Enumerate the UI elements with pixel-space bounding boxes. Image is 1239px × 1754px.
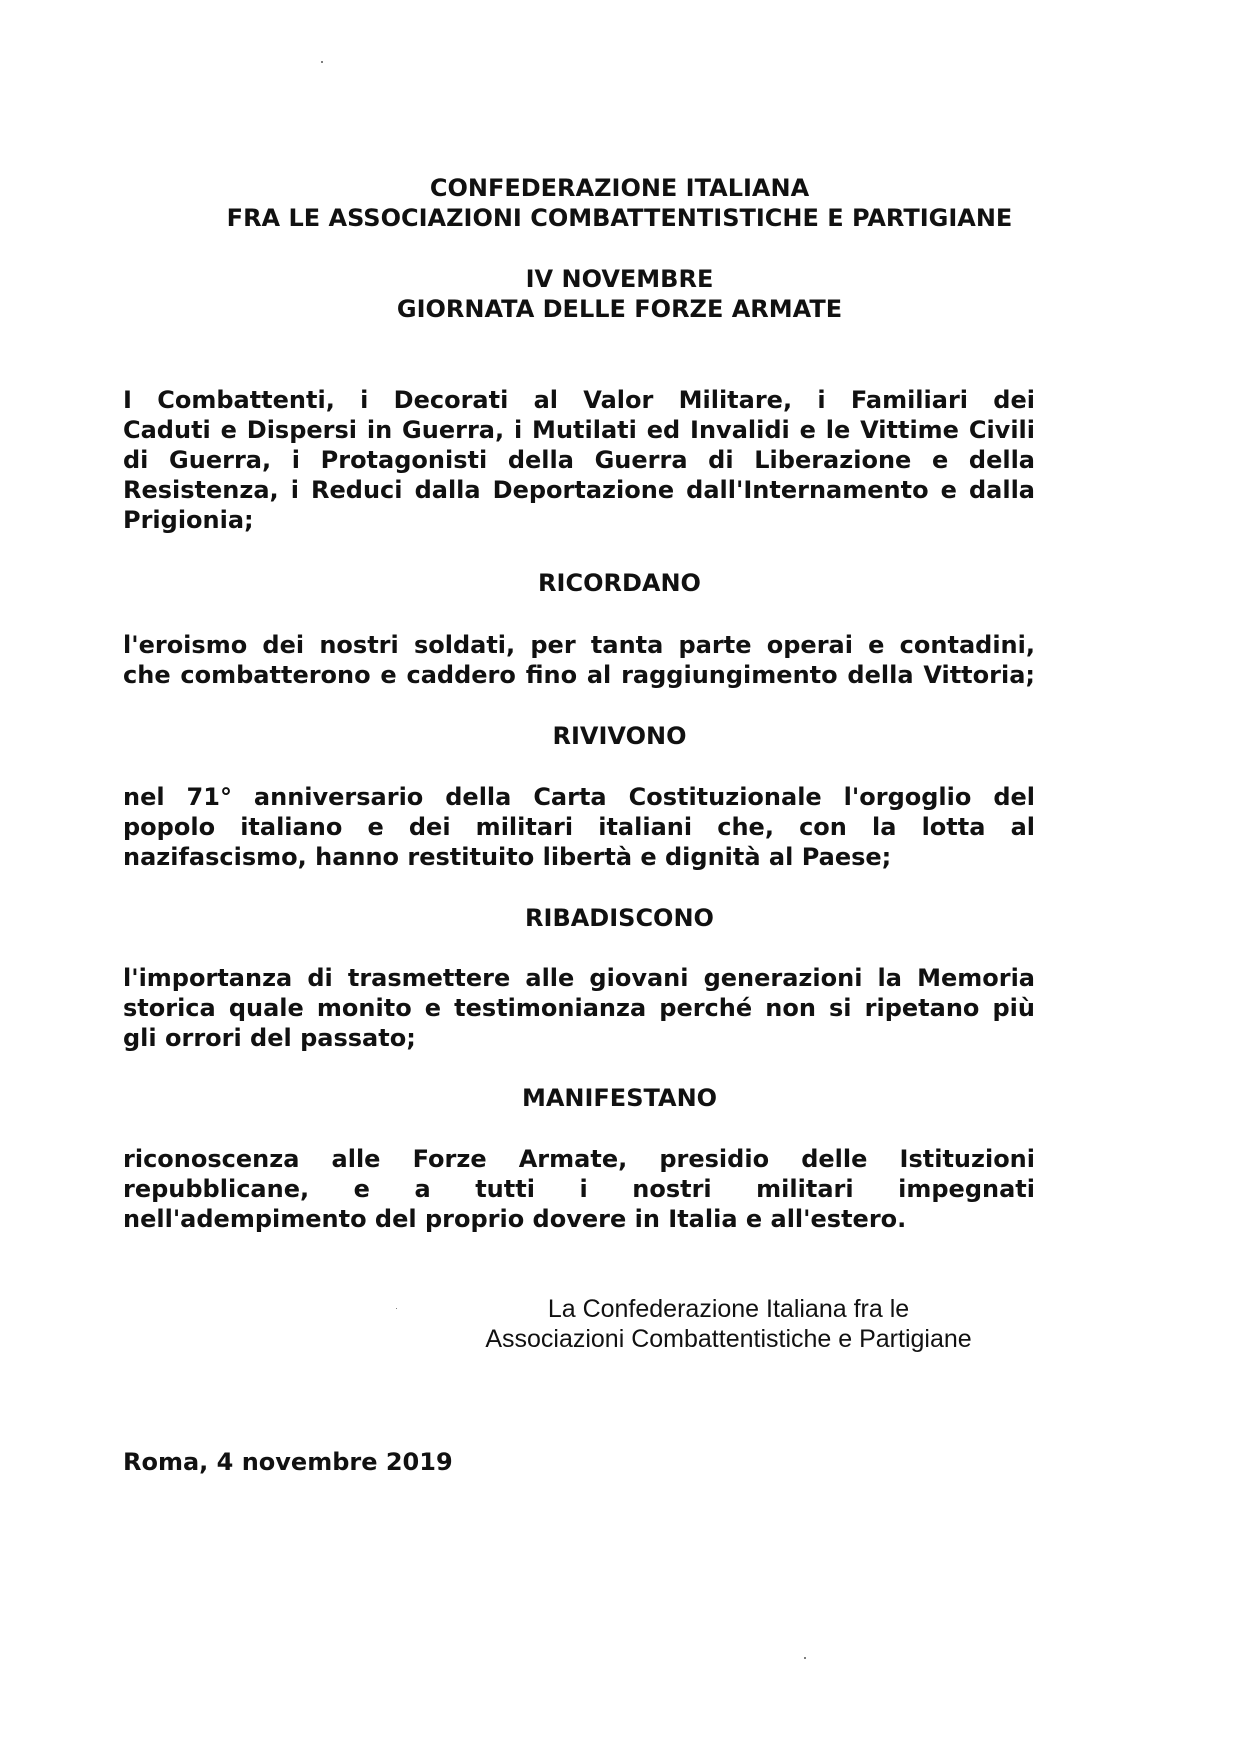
section-rivivono-line: popolo italiano e dei militari italiani che, con la lotta al	[123, 813, 1035, 841]
header-org-name: CONFEDERAZIONE ITALIANA	[429, 174, 810, 202]
intro-line: Caduti e Dispersi in Guerra, i Mutilati ed Invalidi e le Vittime Civili	[123, 416, 1035, 444]
section-rivivono-line: nel 71° anniversario della Carta Costituzionale l'orgoglio del	[123, 783, 1035, 811]
signature-line: Associazioni Combattentistiche e Partigiane	[485, 1325, 972, 1353]
intro-line: Resistenza, i Reduci dalla Deportazione dall'Internamento e dalla	[123, 476, 1035, 504]
header-event-title: IV NOVEMBRE	[525, 265, 714, 293]
section-manifestano-line: repubblicane, e a tutti i nostri militari impegnati	[123, 1175, 1035, 1203]
section-heading-manifestano: MANIFESTANO	[521, 1084, 718, 1112]
intro-line: I Combattenti, i Decorati al Valor Militare, i Familiari dei	[123, 386, 1035, 414]
header-event-subtitle: GIORNATA DELLE FORZE ARMATE	[396, 295, 843, 323]
scan-speck	[396, 1308, 397, 1309]
section-heading-rivivono: RIVIVONO	[552, 722, 687, 750]
section-heading-ribadiscono: RIBADISCONO	[525, 904, 714, 932]
scan-speck	[804, 1657, 806, 1659]
section-heading-ricordano: RICORDANO	[538, 569, 701, 597]
section-manifestano-line: nell'adempimento del proprio dovere in Italia e all'estero.	[123, 1205, 907, 1233]
intro-line: di Guerra, i Protagonisti della Guerra di Liberazione e della	[123, 446, 1035, 474]
section-ricordano-line: l'eroismo dei nostri soldati, per tanta parte operai e contadini,	[123, 631, 1035, 659]
section-ricordano-line: che combatterono e caddero fino al raggiungimento della Vittoria;	[123, 661, 1035, 689]
section-ribadiscono-line: gli orrori del passato;	[123, 1024, 416, 1052]
header-org-subtitle: FRA LE ASSOCIAZIONI COMBATTENTISTICHE E PARTIGIANE	[226, 204, 1013, 232]
section-ribadiscono-line: storica quale monito e testimonianza perché non si ripetano più	[123, 994, 1035, 1022]
intro-line: Prigionia;	[123, 506, 254, 534]
signature-line: La Confederazione Italiana fra le	[547, 1295, 910, 1323]
document-date: Roma, 4 novembre 2019	[123, 1448, 453, 1476]
scan-speck	[321, 61, 323, 63]
section-manifestano-line: riconoscenza alle Forze Armate, presidio delle Istituzioni	[123, 1145, 1035, 1173]
section-ribadiscono-line: l'importanza di trasmettere alle giovani generazioni la Memoria	[123, 964, 1035, 992]
section-rivivono-line: nazifascismo, hanno restituito libertà e dignità al Paese;	[123, 843, 892, 871]
